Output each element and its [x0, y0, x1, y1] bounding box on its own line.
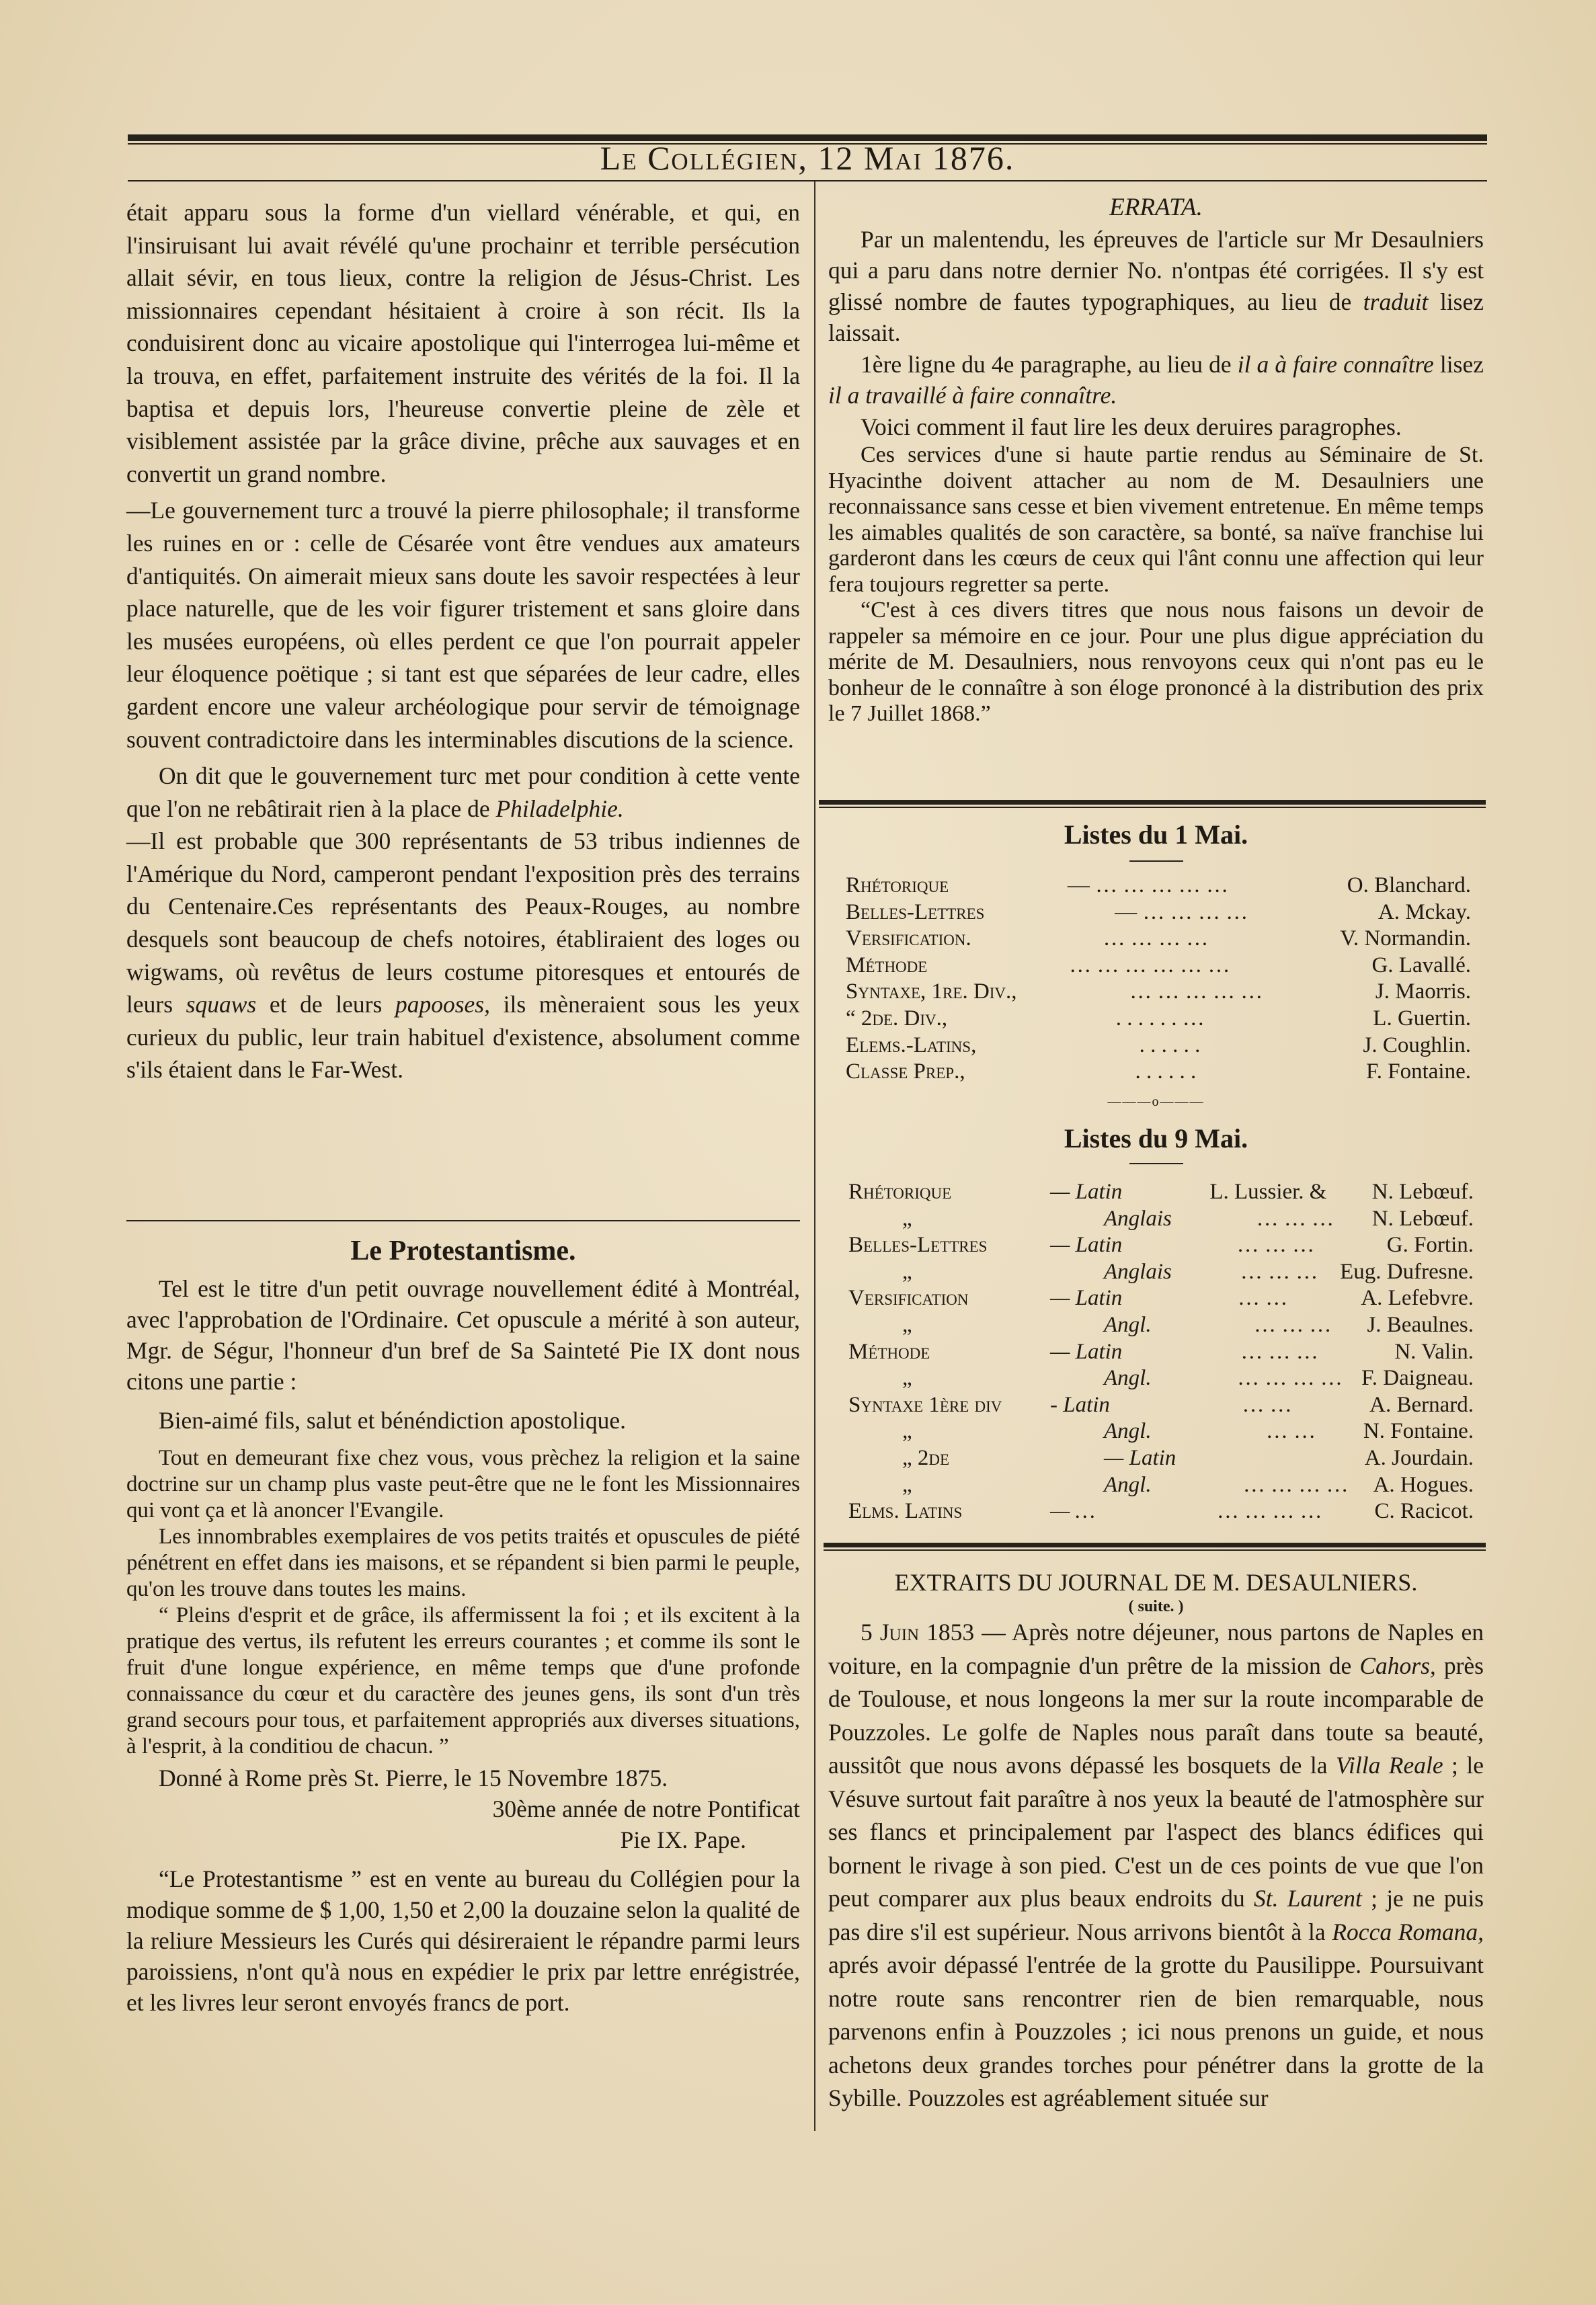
- list-name: N. Fontaine.: [1363, 1419, 1474, 1444]
- list2-row: [848, 1472, 1474, 1499]
- list-dots: … … … …: [1242, 1472, 1349, 1497]
- list-subject: — Latin: [1050, 1180, 1123, 1204]
- article-para: était apparu sous la forme d'un viellard vénérable, et qui, en l'insiruisant lui avait révélé qu'une prochainr et terrible persécution allait sévir, en tous lieux, contre la religion de Jésus-Christ. Les missionnaires cependant hésitaient à croire à son récit. Ils la conduisirent donc au vicaire apostolique qui l'interrogea lui-même et la trouva, en effet, parfaitement instruite des vérités de la foi. Il la baptisa et depuis lors, l'heureuse convertie pleine de zèle et visiblement assistée par la grâce divine, prêche aux sauvages et en convertit un grand nombre.: [126, 199, 800, 487]
- list-name: N. Lebœuf.: [1371, 1180, 1474, 1204]
- list2-row: [848, 1312, 1474, 1339]
- text-run: lisez laissait.: [828, 288, 1484, 346]
- list-subject: Angl.: [1104, 1366, 1152, 1391]
- list-name: A. Mckay.: [1378, 899, 1471, 924]
- list2-row: [848, 1259, 1474, 1286]
- list1-row: [846, 1033, 1471, 1059]
- masthead-rule-bottom: [128, 180, 1487, 181]
- list2-row: [848, 1392, 1474, 1419]
- list-dots: … …: [1238, 1286, 1288, 1311]
- list-label: “ 2de. Div.,: [846, 1006, 948, 1030]
- errata-title: ERRATA.: [1109, 194, 1203, 221]
- list1-row: [846, 926, 1471, 953]
- list-dots: … … …: [1240, 1339, 1318, 1364]
- title-underline: [1129, 1163, 1183, 1164]
- list-label: „: [902, 1259, 912, 1284]
- list-subject: — Latin: [1104, 1445, 1176, 1470]
- list-subject: — Latin: [1050, 1339, 1123, 1364]
- list-label: „: [902, 1312, 912, 1337]
- list-name: C. Racicot.: [1374, 1499, 1474, 1524]
- list-subject: — Latin: [1050, 1286, 1123, 1311]
- list-name: A. Hogues.: [1373, 1472, 1474, 1497]
- list2-row: [848, 1418, 1474, 1445]
- list-label: Versification.: [846, 926, 971, 951]
- section-rule-thin: [819, 807, 1486, 808]
- list-dots: — … … … … …: [1067, 873, 1229, 897]
- list-subject: Angl.: [1104, 1312, 1152, 1337]
- list-subject: Anglais: [1104, 1206, 1172, 1231]
- text-run: ils mèneraient sous les yeux curieux du public, leur train habituel d'existence, absolument comme s'ils étaient dans le Far-West.: [126, 991, 800, 1084]
- list-label: Méthode: [848, 1339, 930, 1364]
- article-para: Les innombrables exemplaires de vos petits traités et opuscules de piété pénétrent en effet dans ies maisons, et se répandent si bien parmi le peuple, qu'on les trouve dans toutes les mains.: [126, 1525, 800, 1601]
- text-run-italic: traduit: [1363, 288, 1429, 315]
- list-label: Classe Prep.,: [846, 1059, 965, 1084]
- text-run: Par un malentendu, les épreuves de l'article sur Mr Desaulniers qui a paru dans notre dernier No. n'ontpas été corrigées. Il s'y est glissé nombre de fautes typographiques, au lieu de: [828, 225, 1484, 315]
- article-para: Bien-aimé fils, salut et bénéndiction apostolique.: [159, 1407, 627, 1434]
- text-run-italic: il a travaillé à faire connaître.: [828, 382, 1117, 409]
- list-label: Méthode: [846, 953, 928, 977]
- signature-line: Donné à Rome près St. Pierre, le 15 Novembre 1875.: [159, 1765, 668, 1791]
- text-run-italic: Villa Reale: [1335, 1752, 1443, 1779]
- list-dots: . . . . . .: [1139, 1033, 1201, 1057]
- list-dots: … … … … … …: [1069, 953, 1230, 977]
- list-dots: L. Lussier. &: [1209, 1180, 1327, 1204]
- text-run-italic: St. Laurent: [1253, 1885, 1362, 1912]
- list-name: O. Blanchard.: [1347, 873, 1471, 897]
- list-name: A. Bernard.: [1369, 1392, 1474, 1417]
- list-name: A. Jourdain.: [1364, 1445, 1474, 1470]
- text-run: lisez: [1433, 350, 1484, 378]
- text-run-italic: il a à faire connaître: [1237, 350, 1434, 378]
- list-dots: … … … …: [1103, 926, 1209, 951]
- list-label: Belles-Lettres: [848, 1233, 988, 1258]
- article-para: [828, 1616, 1484, 2115]
- column-divider: [814, 181, 815, 2131]
- list-dots: … … … …: [1237, 1366, 1343, 1391]
- list-dots: [1218, 1445, 1365, 1472]
- list-separator: ———o———: [1107, 1094, 1205, 1109]
- text-run: ; le Vésuve surtout fait paraître à nos yeux la beauté de l'atmosphère sur ses flancs et principalement par l'aspect des blancs édifices qui bornent le rivage à son pied. C'est un de ces points de vue que l'on peut comparer aux plus beaux endroits du: [828, 1752, 1484, 1912]
- article-para: “ Pleins d'esprit et de grâce, ils affermissent la foi ; et ils excitent à la pratique des vertus, ils refutent les erreurs courantes ; et comme ils sont le fruit d'une longue expérience, en même temps que d'une profonde connaissance du cœur et du caractère des jeunes gens, ils sont d'un très grand secours pour tous, et parfaitement appropriés aux diverses situations, à l'esprit, à la conditiou de chacun. ”: [126, 1603, 800, 1758]
- section-rule-double: [819, 800, 1486, 805]
- list-label: Rhétorique: [846, 873, 949, 897]
- list-name: G. Fortin.: [1386, 1233, 1474, 1258]
- list-label: „: [902, 1472, 912, 1497]
- article-para: [126, 760, 800, 825]
- list1-row: [846, 899, 1471, 926]
- journal-date: 5 Juin 1853: [861, 1619, 975, 1646]
- text-run: et de leurs: [256, 991, 395, 1018]
- list2-row: [848, 1285, 1474, 1312]
- text-run-italic: Philadelphie.: [495, 795, 624, 822]
- text-run: — Après notre déjeuner, nous partons de Naples en voiture, en la compagnie d'un prêtre de la mission de: [828, 1619, 1484, 1679]
- right-column-bottom: [828, 1568, 1484, 2115]
- list-label: Belles-Lettres: [846, 899, 985, 924]
- list2-row: [848, 1445, 1474, 1472]
- list-name: N. Lebœuf.: [1371, 1206, 1474, 1231]
- list-label: „: [902, 1366, 912, 1391]
- article-para: “Le Protestantisme ” est en vente au bureau du Collégien pour la modique somme de $ 1,00, 1,50 et 2,00 la douzaine selon la qualité de la reliure Messieurs les Curés qui désireraient le répandre parmi leurs paroissiens, n'ont qu'à nous en expédier le prix par lettre enrégistrée, et les livres leur seront envoyés francs de port.: [126, 1865, 800, 2016]
- list-label: „: [902, 1419, 912, 1444]
- text-run: près de Toulouse, et nous longeons la mer sur la route incomparable de Pouzzoles. Le golfe de Naples nous paraît dans toute sa beauté, aussitôt que nous avons dépassé les bosquets de la: [828, 1652, 1484, 1779]
- list2-row: [848, 1498, 1474, 1525]
- list-label: Elems.-Latins,: [846, 1033, 977, 1057]
- list-dots: … … …: [1256, 1206, 1334, 1231]
- section-rule-double: [824, 1543, 1486, 1547]
- text-run-italic: papooses,: [395, 991, 490, 1018]
- list-dots: … … …: [1236, 1233, 1315, 1258]
- list2-row: [848, 1179, 1474, 1206]
- section-rule-thin: [824, 1549, 1486, 1551]
- signature-line: Pie IX. Pape.: [620, 1826, 746, 1853]
- list1-row: [846, 979, 1471, 1006]
- list-subject: Anglais: [1104, 1259, 1172, 1284]
- list-label: Rhétorique: [848, 1180, 952, 1204]
- list2-row: [848, 1339, 1474, 1366]
- list-subject: Angl.: [1104, 1419, 1152, 1444]
- article-para: [828, 224, 1484, 349]
- title-underline: [1129, 860, 1183, 862]
- list1-row: [846, 953, 1471, 979]
- right-column-top: [828, 192, 1484, 727]
- article-para: Tel est le titre d'un petit ouvrage nouvellement édité à Montréal, avec l'approbation de l'Ordinaire. Cet opuscule a mérité à son auteur, Mgr. de Ségur, l'honneur d'un bref de Sa Sainteté Pie IX dont nous citons une partie :: [126, 1275, 800, 1395]
- section-rule: [126, 1220, 800, 1221]
- protestantisme-title: Le Protestantisme.: [350, 1236, 576, 1266]
- article-para: —Le gouvernement turc a trouvé la pierre philosophale; il transforme les ruines en or : celle de Césarée vont être vendues aux amateurs d'antiquités. On aimerait mieux sans doute les savoir respectées à leur place naturelle, que de les voir figurer tristement et sans gloire dans les musées européens, où elles perdent ce que l'on pourrait appeler leur éloquence poëtique ; si tant est que séparées de leur cadre, elles gardent encore une valeur archéologique pour servir de témoignage souvent contradictoire dans les interminables discutions de la science.: [126, 497, 800, 753]
- list-label: Syntaxe 1ère div: [848, 1392, 1002, 1417]
- list-dots: . . . . . . …: [1115, 1006, 1205, 1030]
- signature-line: 30ème année de notre Pontificat: [492, 1795, 800, 1822]
- text-run: —Il est probable que 300 représentants de 53 tribus indiennes de l'Amérique du Nord, camperont pendant l'exposition près des terrains du Centenaire.Ces représentants des Peaux-Rouges, au nombre desquels sont beaucoup de chefs notoires, établiraient des loges ou wigwams, où revêtus de leurs costume pitoresques et entourés de leurs: [126, 827, 800, 1018]
- article-para: [828, 349, 1484, 411]
- list-name: J. Beaulnes.: [1367, 1312, 1474, 1337]
- list-name: Eug. Dufresne.: [1340, 1259, 1474, 1284]
- text-run: ; je ne puis pas dire s'il est supérieur. Nous arrivons bientôt à la: [828, 1885, 1484, 1945]
- list-dots: … …: [1265, 1419, 1316, 1444]
- article-para: Tout en demeurant fixe chez vous, vous prèchez la religion et la saine doctrine sur un champ plus vaste peut-être que ne le font les Missionnaires qui vont ça et là anoncer l'Evangile.: [126, 1446, 800, 1523]
- text-run-italic: squaws: [186, 991, 257, 1018]
- masthead-title: [128, 138, 1487, 177]
- text-run: On dit que le gouvernement turc met pour condition à cette vente que l'on ne rebâtirait rien à la place de: [126, 762, 800, 822]
- list-subject: — …: [1050, 1499, 1095, 1524]
- list2-row: [848, 1206, 1474, 1233]
- list2-title: Listes du 9 Mai.: [1064, 1123, 1248, 1154]
- list-dots: … … …: [1253, 1312, 1332, 1337]
- list-name: F. Fontaine.: [1366, 1059, 1471, 1084]
- list2-row: [848, 1365, 1474, 1392]
- list-name: V. Normandin.: [1340, 926, 1471, 951]
- list2-row: [848, 1232, 1474, 1259]
- list1-title: Listes du 1 Mai.: [1064, 819, 1248, 850]
- article-para: Ces services d'une si haute partie rendus au Séminaire de St. Hyacinthe doivent attacher au nom de M. Desaulniers une reconnaissance sans cesse et bien vivement entretenue. En même temps les aimables qualités de son caractère, sa bonté, sa naïve franchise lui garderont dans les cœurs de ceux qui l'ânt connu une affection qui leur fera toujours regretter sa perte.: [828, 442, 1484, 597]
- list-subject: - Latin: [1050, 1392, 1110, 1417]
- list-name: L. Guertin.: [1373, 1006, 1471, 1030]
- masthead-text: Le Collégien, 12 Mai 1876.: [600, 139, 1015, 177]
- list-label: „: [902, 1206, 912, 1231]
- list-name: J. Maorris.: [1375, 979, 1471, 1004]
- list-dots: . . . . . .: [1135, 1059, 1197, 1084]
- list-dots: … … … … …: [1129, 979, 1263, 1004]
- list2-table: [848, 1179, 1474, 1525]
- list1-row: [846, 873, 1471, 899]
- list-dots: … … … …: [1216, 1499, 1322, 1524]
- list1-row: [846, 1006, 1471, 1033]
- list-subject: Angl.: [1104, 1472, 1152, 1497]
- list-label: Syntaxe, 1re. Div.,: [846, 979, 1017, 1004]
- list1-row: [846, 1059, 1471, 1086]
- text-run-italic: Rocca Romana,: [1332, 1918, 1484, 1945]
- list-name: G. Lavallé.: [1371, 953, 1471, 977]
- left-column-bottom: [126, 1236, 800, 2018]
- list-label: Elms. Latins: [848, 1499, 963, 1524]
- left-column-top: [126, 196, 800, 1086]
- text-run: aprés avoir dépassé l'entrée de la grotte du Pausilippe. Poursuivant notre route sans rencontrer rien de bien remarquable, nous parvenons enfin à Pouzzoles ; ici nous prenons un guide, et nous achetons deux grandes torches pour pénétrer dans la grotte de la Sybille. Pouzzoles est agréablement située sur: [828, 1951, 1484, 2111]
- list-name: J. Coughlin.: [1363, 1033, 1471, 1057]
- text-run: 1ère ligne du 4e paragraphe, au lieu de: [861, 350, 1238, 378]
- journal-title: EXTRAITS DU JOURNAL DE M. DESAULNIERS.: [894, 1569, 1418, 1596]
- list1-table: [846, 873, 1471, 1086]
- text-run-italic: Cahors,: [1359, 1652, 1436, 1679]
- list-dots: … …: [1242, 1392, 1292, 1417]
- article-para: [126, 825, 800, 1086]
- list-subject: — Latin: [1050, 1233, 1123, 1258]
- article-para: “C'est à ces divers titres que nous nous faisons un devoir de rappeler sa mémoire en ce jour. Pour une plus digue appréciation du mérite de M. Desaulniers, nous renvoyons ceux qui n'ont pas eu le bonheur de le connaître à son éloge prononcé à la distribution des prix le 7 Juillet 1868.”: [828, 598, 1484, 726]
- journal-suite: ( suite. ): [1128, 1598, 1184, 1615]
- list-name: N. Valin.: [1394, 1339, 1474, 1364]
- list-name: A. Lefebvre.: [1361, 1286, 1474, 1311]
- list-label: „ 2de: [902, 1445, 950, 1470]
- article-para: Voici comment il faut lire les deux deruires paragrophes.: [861, 413, 1402, 440]
- list-name: F. Daigneau.: [1361, 1366, 1474, 1391]
- list-dots: — … … … …: [1115, 899, 1248, 924]
- list-label: Versification: [848, 1286, 969, 1311]
- list-dots: … … …: [1240, 1259, 1318, 1284]
